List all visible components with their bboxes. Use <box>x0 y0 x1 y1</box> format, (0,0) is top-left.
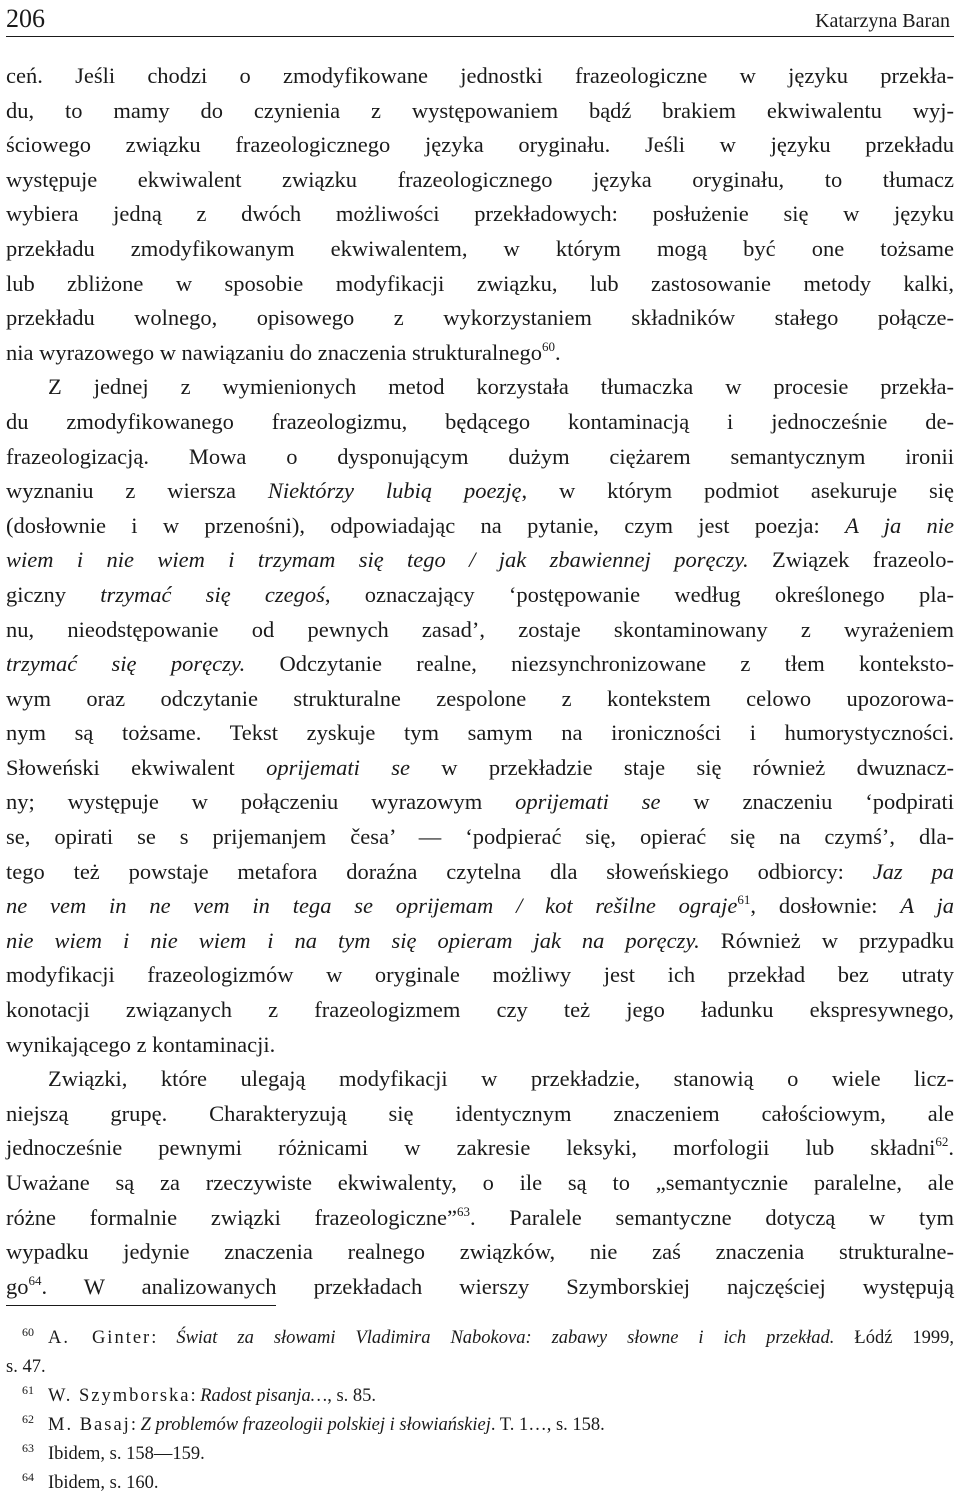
text-line: nu, nieodstępowanie od pewnych zasad’, zostaje skontaminowany z wyrażeniem <box>6 616 954 642</box>
text-segment: . Paralele semantyczne dotyczą w tym <box>469 1204 954 1230</box>
quote-italic: wiem i nie wiem i trzymam się tego / jak zbawiennej poręczy. <box>6 547 749 573</box>
quote-italic: A ja <box>900 893 955 919</box>
footnote-separator <box>6 1305 276 1306</box>
page-header <box>6 2 954 37</box>
footnote-62: 62 M. Basaj: Z problemów frazeologii polskiej i słowiańskiej. T. 1…, s. 158. <box>22 1412 605 1435</box>
text-line: Związki, które ulegają modyfikacji w przekładzie, stanowią o wiele licz- <box>48 1066 954 1092</box>
text-segment: Związek frazeolo- <box>748 547 954 573</box>
phrase-italic: oprijemati se <box>266 754 410 780</box>
paragraph-1 <box>6 59 954 370</box>
main-text <box>6 59 954 1304</box>
footnote-63: 63 Ibidem, s. 158—159. <box>22 1441 205 1464</box>
text-segment: . <box>555 339 561 365</box>
footnote-ref-62[interactable]: 62 <box>935 1134 949 1150</box>
text-line <box>6 543 954 578</box>
paragraph-2 <box>6 370 954 1062</box>
text-segment: (dosłownie i w przenośni), odpowiadając na pytanie, czym jest poezja: <box>6 512 846 538</box>
text-segment: Słoweński ekwiwalent <box>6 754 267 780</box>
text-segment: Również w przypadku <box>699 927 954 953</box>
text-line: ściowego związku frazeologicznego języka oryginału. Jeśli w języku przekładu <box>6 132 954 158</box>
text-line <box>6 855 954 890</box>
footnote-separator-text: : <box>130 1415 141 1435</box>
footnote-title: Z problemów frazeologii polskiej i słowiańskiej <box>140 1415 491 1435</box>
footnotes <box>6 1324 954 1498</box>
footnote-61: 61 W. Szymborska: Radost pisanja…, s. 85. <box>22 1383 377 1406</box>
footnote-ref-60[interactable]: 60 <box>542 338 556 354</box>
text-segment: wyznaniu z wiersza <box>6 478 268 504</box>
footnote-title: Świat za słowami Vladimira Nabokova: zabawy słowne i ich przekład. <box>176 1328 835 1348</box>
text-line: du zmodyfikowanego frazeologizmu, będącego kontaminacją i jednocześnie de- <box>6 408 954 434</box>
footnote-title: Radost pisanja… <box>200 1386 328 1406</box>
text-segment: w znaczeniu ‘podpirati <box>660 789 954 815</box>
text-segment: . <box>948 1135 954 1161</box>
text-segment: jednocześnie pewnymi różnicami w zakresie leksyki, morfologii lub składni <box>6 1135 936 1161</box>
text-line <box>6 336 954 371</box>
text-segment: , oznaczający ‘postępowanie według określonego pla- <box>324 581 955 607</box>
text-line <box>6 578 954 613</box>
phrase-italic: oprijemati se <box>515 789 661 815</box>
footnote-author: M. Basaj <box>48 1415 131 1435</box>
text-line <box>6 474 954 509</box>
footnote-rest: Łódź 1999, <box>834 1328 955 1348</box>
footnote-separator-text: : <box>151 1328 177 1348</box>
running-head-author: Katarzyna Baran <box>815 10 950 32</box>
text-line: Uważane są za rzeczywiste ekwiwalenty, o ile są to „semantycznie paralelne, ale <box>6 1170 954 1195</box>
text-line <box>6 509 954 544</box>
quote-italic: A ja nie <box>845 512 955 538</box>
text-line <box>6 1201 954 1236</box>
text-line: wym oraz odczytanie strukturalne zespolone z kontekstem celowo upozorowa- <box>6 685 954 711</box>
text-segment: Odczytanie realne, niezsynchronizowane z tłem konteksto- <box>245 651 954 677</box>
footnote-text: Ibidem, s. 160. <box>48 1473 159 1493</box>
text-line: frazeologizacją. Mowa o dysponującym dużym ciężarem semantycznym ironii <box>6 443 954 469</box>
text-line <box>6 889 954 924</box>
text-segment: ny; występuje w połączeniu wyrazowym <box>6 789 516 815</box>
footnote-rest: . T. 1…, s. 158. <box>490 1415 605 1435</box>
text-line: wybiera jedną z dwóch możliwości przekładowych: posłużenie się w języku <box>6 201 954 227</box>
text-line: wypadku jedynie znaczenia realnego związków, nie zaś znaczenia strukturalne- <box>6 1239 954 1265</box>
footnote-author: A. Ginter <box>48 1328 152 1348</box>
text-line: nym są tożsame. Tekst zyskuje tym samym na ironiczności i humorystyczności. <box>6 720 954 746</box>
text-segment: tego też powstaje metafora doraźna czytelna dla słoweńskiego odbiorcy: <box>6 858 873 884</box>
text-segment: go <box>6 1273 29 1299</box>
quote-italic: Jaz pa <box>872 858 955 884</box>
text-line: lub zbliżone w sposobie modyfikacji związku, lub zastosowanie metody kalki, <box>6 270 954 296</box>
footnote-64: 64 Ibidem, s. 160. <box>22 1470 159 1493</box>
footnote-ref-63[interactable]: 63 <box>456 1203 470 1219</box>
text-line <box>6 647 954 682</box>
footnote-author: W. Szymborska <box>48 1386 191 1406</box>
phrase-italic: trzymać się poręczy. <box>6 651 246 677</box>
text-line: ceń. Jeśli chodzi o zmodyfikowane jednostki frazeologiczne w języku przekła- <box>6 63 954 88</box>
page-number: 206 <box>6 4 45 33</box>
text-segment: , dosłownie: <box>750 893 901 919</box>
text-line: wynikającego z kontaminacji. <box>6 1031 276 1057</box>
text-line <box>6 924 954 959</box>
text-line: przekładu zmodyfikowanym ekwiwalentem, w którym mogą być one tożsame <box>6 235 954 261</box>
text-line <box>6 785 954 820</box>
paragraph-3 <box>6 1062 954 1304</box>
phrase-italic: trzymać się czegoś <box>100 581 325 607</box>
text-line: konotacji związanych z frazeologizmem czy też jego ładunku ekspresywnego, <box>6 997 954 1023</box>
poem-title-italic: Niektórzy lubią poezję <box>267 478 522 504</box>
footnote-60: 60 A. Ginter: Świat za słowami Vladimira Nabokova: zabawy słowne i ich przekład. Łódź 1999, <box>22 1325 955 1348</box>
text-line <box>6 1131 954 1166</box>
footnote-ref-64[interactable]: 64 <box>28 1272 42 1288</box>
footnote-text: Ibidem, s. 158—159. <box>48 1444 205 1464</box>
text-line <box>6 751 954 786</box>
text-line: występuje ekwiwalent związku frazeologicznego języka oryginału, to tłumacz <box>6 166 954 192</box>
quote-italic: nie wiem i nie wiem i na tym się opieram jak na poręczy. <box>6 927 700 953</box>
quote-italic: ne vem in ne vem in tega se oprijemam / kot rešilne ograje <box>6 893 738 919</box>
text-line: modyfikacji frazeologizmów w oryginale możliwy jest ich przekład bez utraty <box>6 962 954 988</box>
text-line: przekładu wolnego, opisowego z wykorzystaniem składników stałego połącze- <box>6 305 954 331</box>
text-segment: różne formalnie związki frazeologiczne” <box>6 1204 457 1230</box>
text-line <box>6 1270 954 1305</box>
text-segment: giczny <box>6 581 101 607</box>
footnote-separator-text: : <box>190 1386 201 1406</box>
text-line: niejszą grupę. Charakteryzują się identycznym znaczeniem całościowym, ale <box>6 1100 954 1126</box>
text-segment: . W analizowanych przekładach wierszy Szymborskiej najczęściej występują <box>41 1273 954 1299</box>
footnote-rest: , s. 85. <box>327 1386 377 1406</box>
text-line: se, opirati se s prijemanjem česa’ — ‘podpierać się, opierać się na czymś’, dla- <box>6 824 954 850</box>
text-line: Z jednej z wymienionych metod korzystała tłumaczka w procesie przekła- <box>48 374 954 400</box>
text-line: du, to mamy do czynienia z występowaniem bądź brakiem ekwiwalentu wyj- <box>6 97 954 123</box>
footnote-60-continuation: s. 47. <box>6 1357 46 1377</box>
text-segment: , w którym podmiot asekuruje się <box>521 478 955 504</box>
text-segment: w przekładzie staje się również dwuznacz- <box>409 754 955 780</box>
text-segment: nia wyrazowego w nawiązaniu do znaczenia strukturalnego <box>6 339 543 365</box>
footnote-ref-61[interactable]: 61 <box>737 892 751 908</box>
